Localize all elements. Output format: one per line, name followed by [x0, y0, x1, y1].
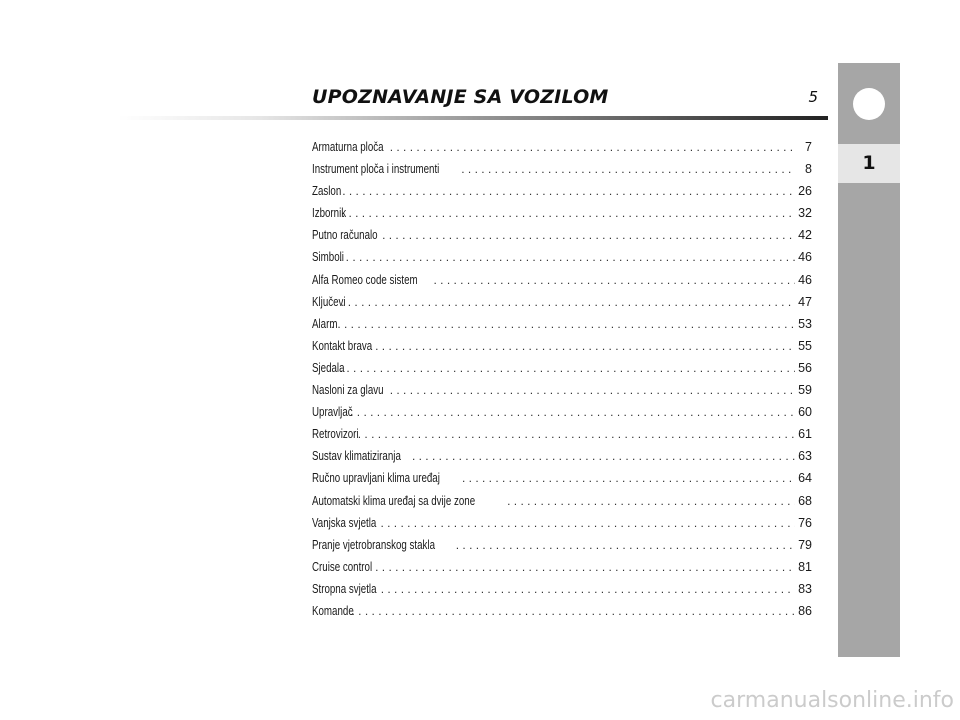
toc-entry-page: 60 — [798, 405, 812, 420]
toc-entry-page: 83 — [798, 581, 812, 596]
toc-entry-label: Izbornik — [312, 206, 347, 221]
toc-entry-page: 81 — [798, 559, 812, 574]
toc-dot-leader — [390, 140, 795, 154]
chapter-side-tab — [838, 63, 900, 657]
toc-entry[interactable] — [312, 228, 812, 250]
toc-entry[interactable] — [312, 604, 812, 626]
toc-entry-label: Stropna svjetla — [312, 581, 377, 596]
toc-dot-leader — [336, 184, 795, 198]
page-title: UPOZNAVANJE SA VOZILOM — [312, 86, 609, 108]
toc-entry-label: Komande — [312, 603, 354, 618]
toc-entry-label: Simboli — [312, 250, 344, 265]
toc-entry[interactable] — [312, 295, 812, 317]
toc-entry[interactable] — [312, 273, 812, 295]
toc-dot-leader — [341, 295, 795, 309]
toc-entry-label: Upravljač — [312, 405, 353, 420]
toc-entry-label: Zaslon — [312, 184, 342, 199]
toc-dot-leader — [381, 582, 795, 596]
toc-entry-label: Nasloni za glavu — [312, 383, 384, 398]
toc-entry-label: Kontakt brava — [312, 338, 373, 353]
toc-dot-leader — [462, 471, 795, 485]
toc-entry-label: Pranje vjetrobranskog stakla — [312, 537, 436, 552]
toc-entry[interactable] — [312, 162, 812, 184]
toc-entry[interactable] — [312, 140, 812, 162]
toc-entry-label: Instrument ploča i instrumenti — [312, 162, 440, 177]
toc-dot-leader — [375, 339, 795, 353]
toc-entry[interactable] — [312, 184, 812, 206]
page-number: 5 — [808, 88, 818, 106]
toc-entry-label: Cruise control — [312, 559, 373, 574]
toc-entry[interactable] — [312, 405, 812, 427]
toc-entry-label: Ključevi — [312, 294, 346, 309]
toc-entry[interactable] — [312, 538, 812, 560]
toc-entry-label: Ručno upravljani klima uređaj — [312, 471, 440, 486]
toc-entry-page: 86 — [798, 603, 812, 618]
toc-entry-page: 64 — [798, 471, 812, 486]
toc-dot-leader — [342, 206, 795, 220]
toc-entry-page: 53 — [798, 316, 812, 331]
toc-entry-page: 26 — [798, 184, 812, 199]
toc-dot-leader — [382, 228, 795, 242]
toc-entry-label: Armaturna ploča — [312, 140, 384, 154]
toc-entry-page: 68 — [798, 493, 812, 508]
toc-entry[interactable] — [312, 339, 812, 361]
toc-entry[interactable] — [312, 494, 812, 516]
toc-entry[interactable] — [312, 471, 812, 493]
toc-entry[interactable] — [312, 427, 812, 449]
toc-dot-leader — [412, 449, 795, 463]
header-divider — [118, 116, 828, 120]
chapter-number-box — [838, 144, 900, 183]
toc-entry-label: Alarm — [312, 316, 338, 331]
toc-entry-page: 79 — [798, 537, 812, 552]
toc-entry-label: Vanjska svjetla — [312, 515, 377, 530]
toc-entry[interactable] — [312, 560, 812, 582]
toc-entry-label: Putno računalo — [312, 228, 378, 243]
toc-entry[interactable] — [312, 383, 812, 405]
toc-dot-leader — [352, 604, 795, 618]
toc-entry[interactable] — [312, 250, 812, 272]
chapter-tab-top — [838, 63, 900, 142]
toc-entry-page: 55 — [798, 338, 812, 353]
toc-dot-leader — [461, 162, 795, 176]
table-of-contents — [312, 140, 812, 626]
toc-entry[interactable] — [312, 317, 812, 339]
toc-dot-leader — [350, 405, 795, 419]
toc-entry-label: Sjedala — [312, 360, 345, 375]
toc-entry-page: 46 — [798, 250, 812, 265]
chapter-marker-circle-icon — [853, 88, 885, 120]
toc-entry-label: Automatski klima uređaj sa dvije zone — [312, 493, 476, 508]
toc-entry-page: 47 — [798, 294, 812, 309]
toc-entry-label: Sustav klimatiziranja — [312, 449, 401, 464]
toc-dot-leader — [456, 538, 795, 552]
toc-dot-leader — [375, 560, 795, 574]
toc-entry[interactable] — [312, 361, 812, 383]
toc-entry-page: 61 — [798, 427, 812, 442]
toc-entry-page: 59 — [798, 383, 812, 398]
toc-dot-leader — [380, 516, 795, 530]
toc-entry-page: 56 — [798, 360, 812, 375]
toc-entry[interactable] — [312, 582, 812, 604]
toc-entry-page: 32 — [798, 206, 812, 221]
toc-dot-leader — [390, 383, 795, 397]
toc-entry[interactable] — [312, 206, 812, 228]
chapter-tab-body — [838, 185, 900, 657]
toc-dot-leader — [433, 273, 795, 287]
toc-entry-page: 42 — [798, 228, 812, 243]
toc-entry[interactable] — [312, 516, 812, 538]
toc-entry-label: Alfa Romeo code sistem — [312, 272, 418, 287]
toc-dot-leader — [331, 317, 795, 331]
toc-dot-leader — [340, 361, 795, 375]
toc-entry-page: 76 — [798, 515, 812, 530]
chapter-number: 1 — [862, 152, 876, 174]
toc-entry-page: 46 — [798, 272, 812, 287]
toc-dot-leader — [507, 494, 795, 508]
toc-entry-page: 63 — [798, 449, 812, 464]
toc-entry[interactable] — [312, 449, 812, 471]
toc-entry-page: 8 — [805, 162, 812, 177]
toc-dot-leader — [358, 427, 795, 441]
toc-entry-page: 7 — [805, 140, 812, 154]
toc-entry-label: Retrovizori — [312, 427, 359, 442]
watermark: carmanualsonline.info — [710, 688, 954, 713]
toc-dot-leader — [339, 250, 795, 264]
